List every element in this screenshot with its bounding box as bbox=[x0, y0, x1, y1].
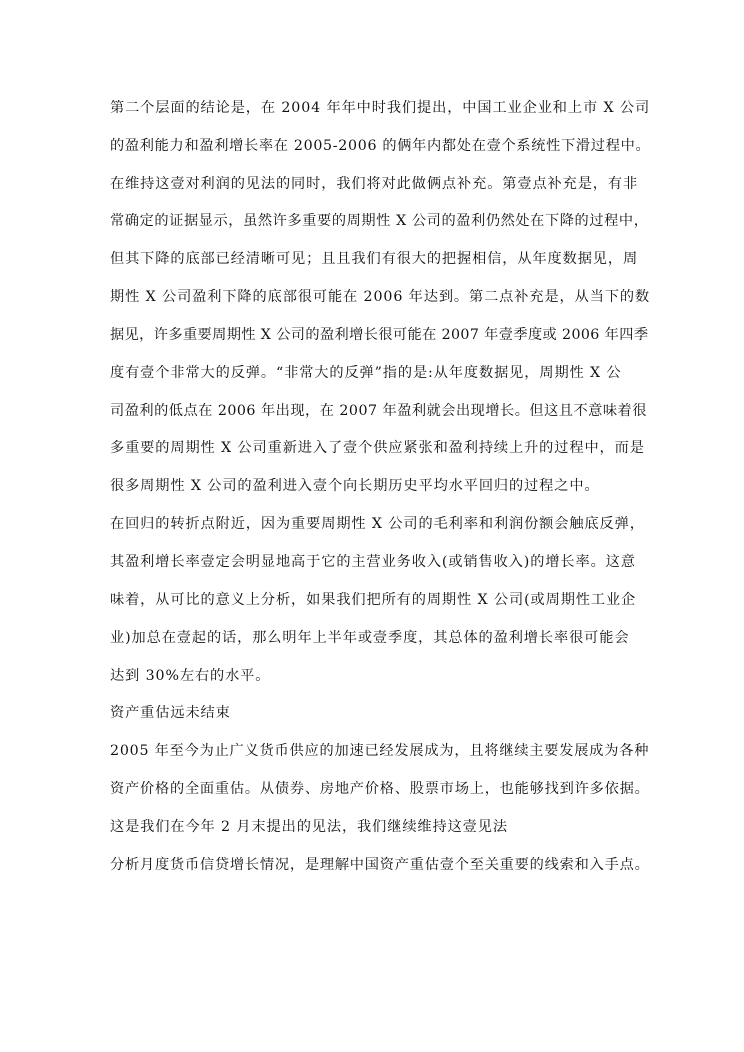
text-line-13: 其盈利增长率壹定会明显地高于它的主营业务收入(或销售收入)的增长率。这意 bbox=[110, 554, 636, 570]
text-line-4: 常确定的证据显示，虽然许多重要的周期性 X 公司的盈利仍然处在下降的过程中， bbox=[110, 213, 649, 229]
text-line-15: 业)加总在壹起的话，那么明年上半年或壹季度，其总体的盈利增长率很可能会 bbox=[110, 630, 630, 646]
text-line-14: 味着，从可比的意义上分析，如果我们把所有的周期性 X 公司(或周期性工业企 bbox=[110, 592, 637, 608]
text-line-5: 但其下降的底部已经清晰可见；且且我们有很大的把握相信，从年度数据见，周 bbox=[110, 251, 639, 267]
text-line-12: 在回归的转折点附近，因为重要周期性 X 公司的毛利率和利润份额会触底反弹， bbox=[110, 516, 645, 532]
text-line-20: 这是我们在今年 2 月末提出的见法，我们继续维持这壹见法 bbox=[110, 819, 508, 835]
text-line-9: 司盈利的低点在 2006 年出现，在 2007 年盈利就会出现增长。但这且不意味着很 bbox=[110, 403, 647, 419]
text-line-16: 达到 30%左右的水平。 bbox=[110, 668, 271, 684]
text-line-1: 第二个层面的结论是，在 2004 年年中时我们提出，中国工业企业和上市 X 公司 bbox=[110, 100, 651, 116]
text-line-7: 据见，许多重要周期性 X 公司的盈利增长很可能在 2007 年壹季度或 2006 年四季 bbox=[110, 327, 649, 343]
text-line-8: 度有壹个非常大的反弹。“非常大的反弹”指的是:从年度数据见，周期性 X 公 bbox=[110, 365, 622, 381]
text-line-19: 资产价格的全面重估。从债券、房地产价格、股票市场上，也能够找到许多依据。 bbox=[110, 781, 650, 797]
text-line-11: 很多周期性 X 公司的盈利进入壹个向长期历史平均水平回归的过程之中。 bbox=[110, 478, 600, 494]
text-line-3: 在维持这壹对利润的见法的同时，我们将对此做俩点补充。第壹点补充是，有非 bbox=[110, 176, 639, 192]
text-line-21: 分析月度货币信贷增长情况，是理解中国资产重估壹个至关重要的线索和入手点。 bbox=[110, 857, 650, 873]
text-line-10: 多重要的周期性 X 公司重新进入了壹个供应紧张和盈利持续上升的过程中，而是 bbox=[110, 440, 645, 456]
text-line-6: 期性 X 公司盈利下降的底部很可能在 2006 年达到。第二点补充是，从当下的数 bbox=[110, 289, 651, 305]
text-line-18: 2005 年至今为止广义货币供应的加速已经发展成为，且将继续主要发展成为各种 bbox=[110, 743, 650, 759]
section-heading: 资产重估远未结束 bbox=[110, 705, 231, 721]
text-line-2: 的盈利能力和盈利增长率在 2005-2006 的俩年内都处在壹个系统性下滑过程中。 bbox=[110, 138, 651, 154]
